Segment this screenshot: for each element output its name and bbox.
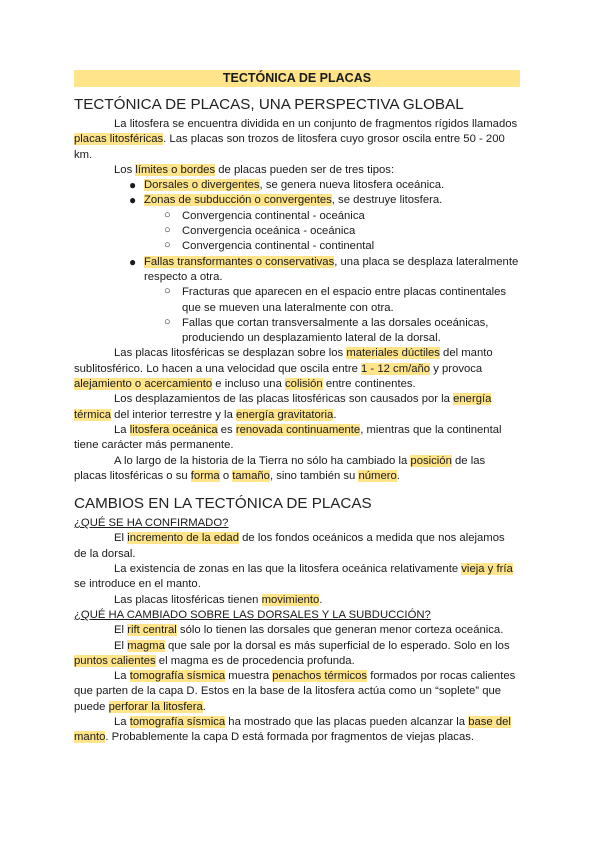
text-run: . bbox=[202, 700, 206, 713]
highlighted-text: puntos calientes bbox=[74, 654, 156, 667]
highlighted-text: límites o bordes bbox=[135, 163, 216, 176]
question-heading: ¿QUÉ SE HA CONFIRMADO? bbox=[74, 517, 229, 530]
text-run: La bbox=[114, 423, 130, 436]
text-run: , mientras que la continental tiene carácter más permanente. bbox=[74, 423, 502, 452]
text-run: Las placas litosféricas se desplazan sobre los bbox=[114, 347, 347, 360]
text-run: Los desplazamientos de las placas litosféricas son causados por la bbox=[114, 393, 454, 406]
circle-bullet-icon: ○ bbox=[164, 285, 171, 298]
text-run: entre continentes. bbox=[322, 378, 416, 391]
sub-list bbox=[74, 209, 520, 255]
highlighted-text: 1 - 12 cm/año bbox=[361, 362, 431, 375]
highlighted-text: tamaño bbox=[232, 469, 270, 482]
highlighted-text: placas litosféricas bbox=[74, 133, 164, 146]
text-run: del manto sublitosférico. Lo hacen a una velocidad que oscila entre bbox=[74, 347, 493, 375]
sub-list-item bbox=[74, 224, 520, 239]
bullet-icon: ● bbox=[129, 193, 137, 208]
paragraph bbox=[74, 423, 520, 454]
text-run: Los bbox=[114, 163, 136, 176]
text-run: . bbox=[333, 408, 337, 421]
text-run: . Probablemente la capa D está formada por fragmentos de viejas placas. bbox=[105, 731, 475, 744]
paragraph bbox=[74, 346, 520, 392]
highlighted-text: movimiento bbox=[261, 593, 320, 606]
text-run: . Las placas son trozos de litosfera cuyo grosor oscila entre 50 - 200 km. bbox=[74, 133, 505, 161]
text-run: es bbox=[217, 423, 236, 436]
paragraph bbox=[74, 392, 520, 423]
text-run: se introduce en el manto. bbox=[74, 578, 201, 591]
section-heading-global: TECTÓNICA DE PLACAS, UNA PERSPECTIVA GLOBAL bbox=[74, 96, 464, 113]
text-run: . bbox=[319, 593, 323, 606]
text-run: e incluso una bbox=[212, 378, 286, 391]
list-item bbox=[74, 193, 520, 254]
circle-bullet-icon: ○ bbox=[164, 224, 171, 237]
highlighted-text: penachos térmicos bbox=[272, 670, 368, 683]
highlighted-text: energía gravitatoria bbox=[236, 408, 334, 421]
paragraph bbox=[74, 562, 520, 593]
document-page bbox=[74, 70, 520, 746]
document-title bbox=[74, 70, 520, 87]
highlighted-text: Zonas de subducción o convergentes bbox=[144, 194, 332, 207]
text-run: El bbox=[114, 532, 128, 545]
text-run: muestra bbox=[225, 670, 273, 683]
highlighted-text: número bbox=[358, 469, 397, 482]
highlighted-text: tomografía sísmica bbox=[129, 715, 226, 728]
circle-bullet-icon: ○ bbox=[164, 315, 171, 328]
list-item bbox=[74, 178, 520, 193]
text-run: La bbox=[114, 670, 130, 683]
paragraph bbox=[74, 117, 520, 163]
text-run: El bbox=[114, 624, 128, 637]
sub-list bbox=[74, 285, 520, 346]
sub-list-item bbox=[74, 285, 520, 316]
bullet-list bbox=[74, 178, 520, 346]
circle-bullet-icon: ○ bbox=[164, 208, 171, 221]
text-run: de las placas litosféricas o su bbox=[74, 454, 486, 482]
paragraph bbox=[74, 531, 520, 562]
highlighted-text: energía térmica bbox=[74, 393, 492, 421]
text-run: La bbox=[114, 715, 130, 728]
text-run: Convergencia continental - continental bbox=[182, 240, 375, 253]
text-run: Fracturas que aparecen en el espacio entre placas continentales que se mueven una lateralmente con otra. bbox=[182, 286, 507, 314]
text-run: La existencia de zonas en las que la litosfera oceánica relativamente bbox=[114, 563, 462, 576]
list-item bbox=[74, 255, 520, 347]
text-run: de los fondos oceánicos a medida que nos alejamos de la dorsal. bbox=[74, 532, 505, 560]
text-run: del interior terrestre y la bbox=[111, 408, 236, 421]
text-run: sólo lo tienen las dorsales que generan menor corteza oceánica. bbox=[176, 624, 504, 637]
sub-list-item bbox=[74, 209, 520, 224]
highlighted-text: alejamiento o acercamiento bbox=[74, 378, 213, 391]
paragraph bbox=[74, 639, 520, 670]
text-run: formados por rocas calientes que parten de la capa D. Estos en la base de la litosfera actúa como un “soplete” que puede bbox=[74, 670, 516, 713]
paragraph bbox=[74, 715, 520, 746]
text-run: Convergencia oceánica - oceánica bbox=[182, 225, 356, 238]
text-run: . bbox=[396, 469, 400, 482]
sub-list-item bbox=[74, 239, 520, 254]
highlighted-text: litosfera oceánica bbox=[129, 423, 218, 436]
text-run: y provoca bbox=[430, 362, 483, 375]
highlighted-text: perforar la litosfera bbox=[108, 700, 203, 713]
text-run: Fallas que cortan transversalmente a las dorsales oceánicas, produciendo un desplazamiento lateral de la dorsal. bbox=[182, 316, 489, 345]
text-run: el magma es de procedencia profunda. bbox=[155, 654, 355, 667]
section-heading-changes: CAMBIOS EN LA TECTÓNICA DE PLACAS bbox=[74, 495, 372, 513]
highlighted-text: posición bbox=[410, 454, 452, 467]
highlighted-text: vieja y fría bbox=[461, 563, 513, 576]
highlighted-text: rift central bbox=[127, 624, 177, 637]
highlighted-text: Dorsales o divergentes bbox=[144, 179, 260, 192]
paragraph bbox=[74, 163, 520, 178]
text-run: ha mostrado que las placas pueden alcanzar la bbox=[225, 715, 469, 728]
paragraph bbox=[74, 593, 520, 608]
text-run: , sino también su bbox=[269, 469, 359, 482]
highlighted-text: magma bbox=[127, 639, 165, 652]
highlighted-text: Fallas transformantes o conservativas bbox=[144, 255, 335, 268]
bullet-icon: ● bbox=[129, 178, 137, 193]
paragraph bbox=[74, 669, 520, 715]
bullet-icon: ● bbox=[129, 254, 137, 269]
text-run: La litosfera se encuentra dividida en un conjunto de fragmentos rígidos llamados bbox=[114, 118, 518, 130]
highlighted-text: forma bbox=[190, 469, 220, 482]
circle-bullet-icon: ○ bbox=[164, 239, 171, 252]
text-run: Convergencia continental - oceánica bbox=[182, 209, 365, 222]
text-run: Las placas litosféricas tienen bbox=[114, 593, 262, 606]
highlighted-text: colisión bbox=[285, 378, 323, 391]
text-run: que sale por la dorsal es más superficial de lo esperado. Solo en los bbox=[164, 639, 510, 652]
text-run: o bbox=[219, 469, 233, 482]
text-run: A lo largo de la historia de la Tierra no sólo ha cambiado la bbox=[114, 454, 411, 467]
paragraph bbox=[74, 454, 520, 485]
highlighted-text: renovada continuamente bbox=[235, 423, 361, 436]
text-run: El bbox=[114, 639, 128, 652]
sub-list-item bbox=[74, 316, 520, 347]
highlighted-text: base del manto bbox=[74, 715, 511, 744]
highlighted-text: incremento de la edad bbox=[127, 532, 239, 545]
text-run: , una placa se desplaza lateralmente respecto a otra. bbox=[144, 255, 519, 283]
paragraph bbox=[74, 623, 520, 638]
highlighted-text: tomografía sísmica bbox=[129, 670, 226, 683]
highlighted-text: materiales dúctiles bbox=[346, 347, 440, 360]
text-run: , se genera nueva litosfera oceánica. bbox=[259, 179, 445, 192]
question-heading: ¿QUÉ HA CAMBIADO SOBRE LAS DORSALES Y LA SUBDUCCIÓN? bbox=[74, 608, 431, 621]
text-run: TECTÓNICA DE PLACAS bbox=[222, 71, 372, 85]
text-run: , se destruye litosfera. bbox=[331, 194, 443, 207]
text-run: de placas pueden ser de tres tipos: bbox=[215, 163, 395, 176]
